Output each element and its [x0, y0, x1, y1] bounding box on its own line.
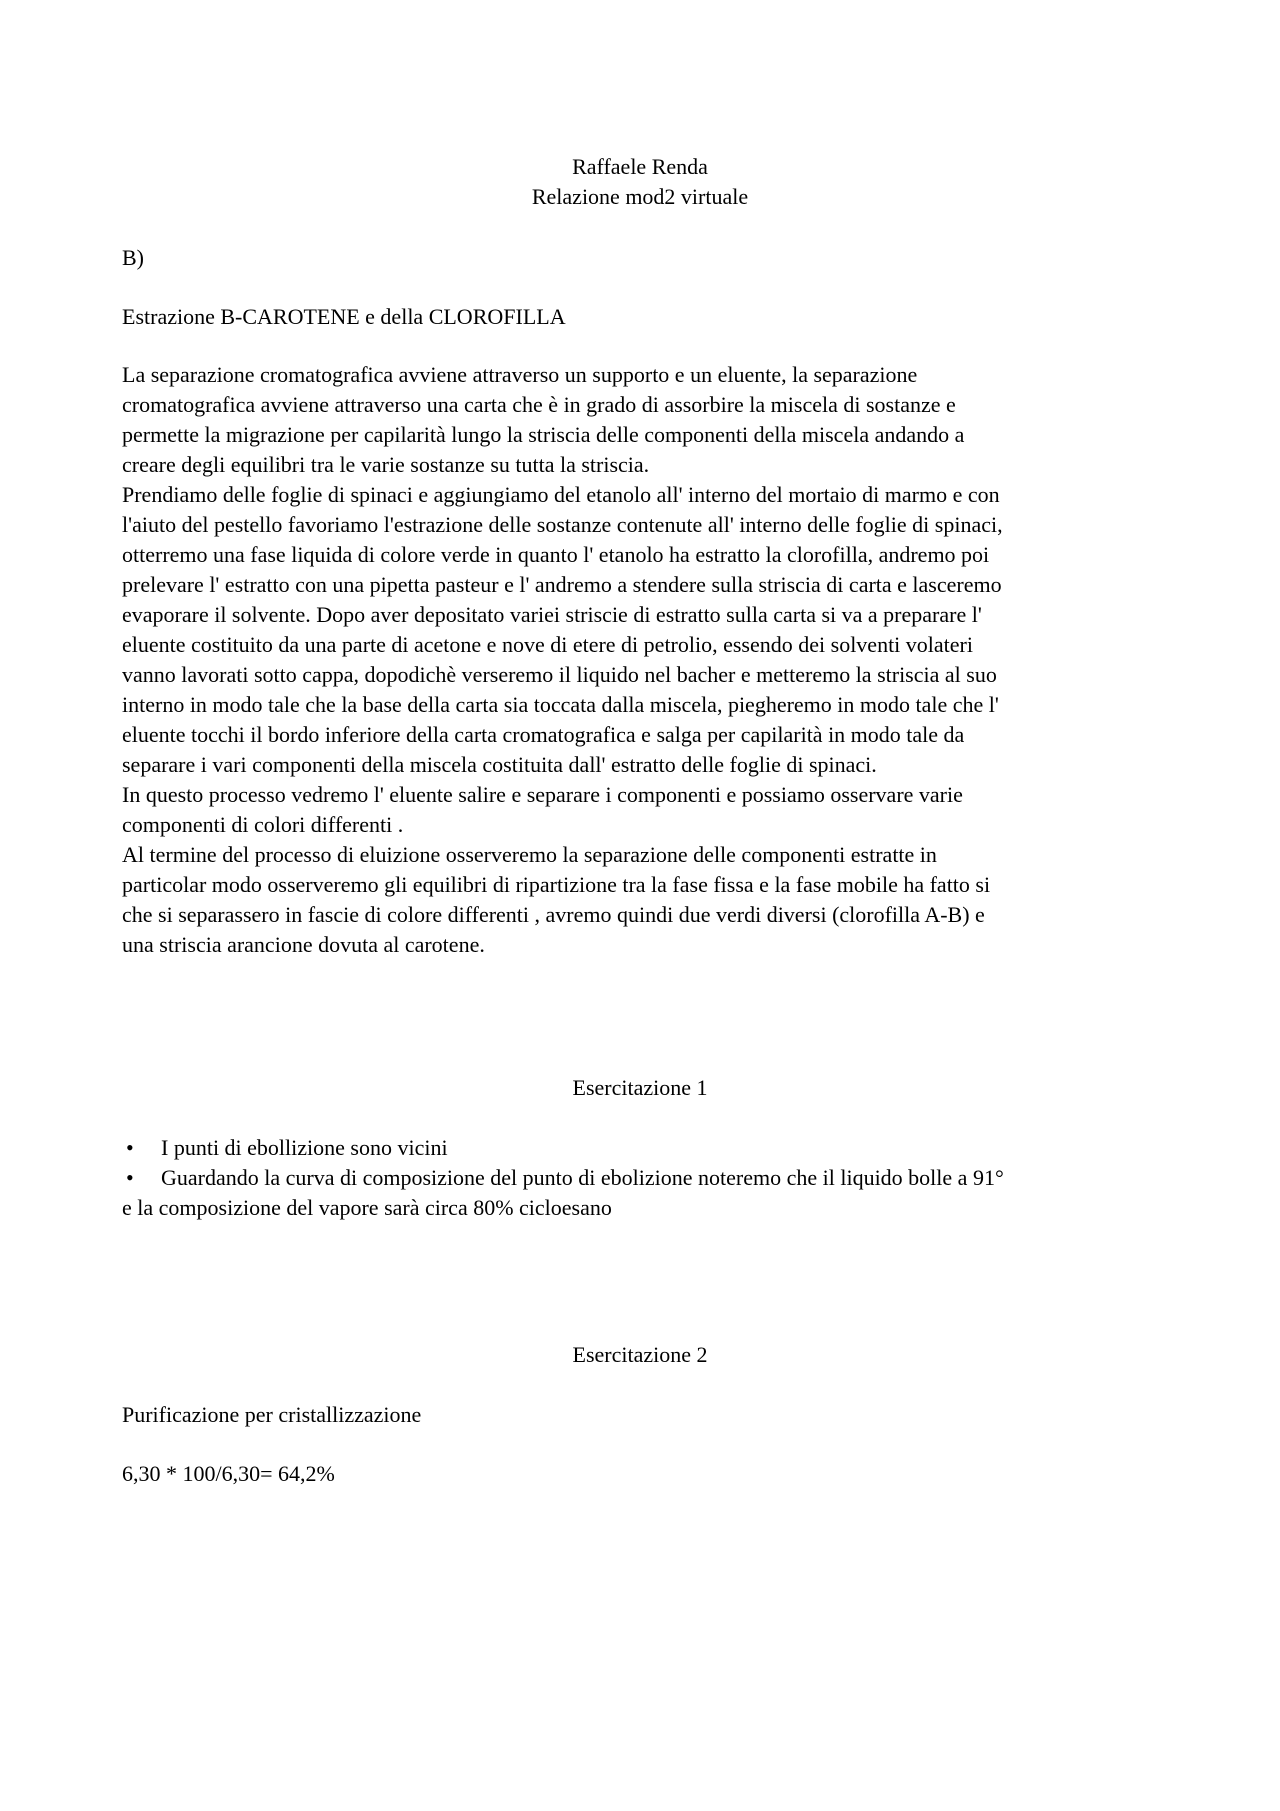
section-label: B): [122, 245, 144, 270]
paragraph-line: componenti di colori differenti .: [122, 812, 404, 837]
paragraph-line: evaporare il solvente. Dopo aver depositato variei striscie di estratto sulla carta si va a preparare l': [122, 602, 982, 627]
paragraph-line: La separazione cromatografica avviene attraverso un supporto e un eluente, la separazione: [122, 362, 918, 387]
body-paragraph: [122, 360, 1180, 960]
paragraph-line: l'aiuto del pestello favoriamo l'estrazione delle sostanze contenute all' interno delle foglie di spinaci,: [122, 512, 1003, 537]
esercitazione-2-subheading: Purificazione per cristallizzazione: [122, 1402, 422, 1427]
paragraph-line: creare degli equilibri tra le varie sostanze su tutta la striscia.: [122, 452, 650, 477]
paragraph-line: particolar modo osserveremo gli equilibri di ripartizione tra la fase fissa e la fase mobile ha fatto si: [122, 872, 991, 897]
esercitazione-2-heading: Esercitazione 2: [572, 1342, 708, 1367]
paragraph-line: vanno lavorati sotto cappa, dopodichè verseremo il liquido nel bacher e metteremo la striscia al suo: [122, 662, 997, 687]
esercitazione-1-heading: Esercitazione 1: [572, 1075, 708, 1100]
paragraph-line: eluente tocchi il bordo inferiore della carta cromatografica e salga per capilarità in modo tale da: [122, 722, 965, 747]
paragraph-line: prelevare l' estratto con una pipetta pasteur e l' andremo a stendere sulla striscia di carta e lasceremo: [122, 572, 1002, 597]
paragraph-line: In questo processo vedremo l' eluente salire e separare i componenti e possiamo osservare varie: [122, 782, 963, 807]
bullet-icon: •: [126, 1165, 134, 1190]
paragraph-line: che si separassero in fascie di colore differenti , avremo quindi due verdi diversi (clorofilla A-B) e: [122, 902, 985, 927]
paragraph-line: permette la migrazione per capilarità lungo la striscia delle componenti della miscela andando a: [122, 422, 965, 447]
paragraph-line: separare i vari componenti della miscela costituita dall' estratto delle foglie di spinaci.: [122, 752, 877, 777]
list-item: [122, 1163, 1180, 1193]
paragraph-line: una striscia arancione dovuta al carotene.: [122, 932, 485, 957]
list-item: [122, 1133, 1180, 1163]
calculation-formula: 6,30 * 100/6,30= 64,2%: [122, 1461, 335, 1486]
paragraph-line: otterremo una fase liquida di colore verde in quanto l' etanolo ha estratto la clorofilla, andremo poi: [122, 542, 990, 567]
bullet-icon: •: [126, 1135, 134, 1160]
document-title: Relazione mod2 virtuale: [531, 184, 749, 209]
paragraph-line: eluente costituito da una parte di acetone e nove di etere di petrolio, essendo dei solventi volateri: [122, 632, 973, 657]
paragraph-line: interno in modo tale che la base della carta sia toccata dalla miscela, piegheremo in modo tale che l': [122, 692, 999, 717]
paragraph-line: Al termine del processo di eluizione osserveremo la separazione delle componenti estratte in: [122, 842, 937, 867]
list-item-continuation: e la composizione del vapore sarà circa 80% cicloesano: [122, 1195, 612, 1220]
list-item-text: Guardando la curva di composizione del punto di ebolizione noteremo che il liquido bolle a 91°: [161, 1165, 1004, 1190]
paragraph-line: Prendiamo delle foglie di spinaci e aggiungiamo del etanolo all' interno del mortaio di marmo e con: [122, 482, 1000, 507]
bullet-list: [122, 1133, 1180, 1223]
list-item-text: I punti di ebollizione sono vicini: [161, 1135, 448, 1160]
section-heading: Estrazione B-CAROTENE e della CLOROFILLA: [122, 304, 566, 329]
author-name: Raffaele Renda: [572, 154, 708, 179]
paragraph-line: cromatografica avviene attraverso una carta che è in grado di assorbire la miscela di sostanze e: [122, 392, 956, 417]
